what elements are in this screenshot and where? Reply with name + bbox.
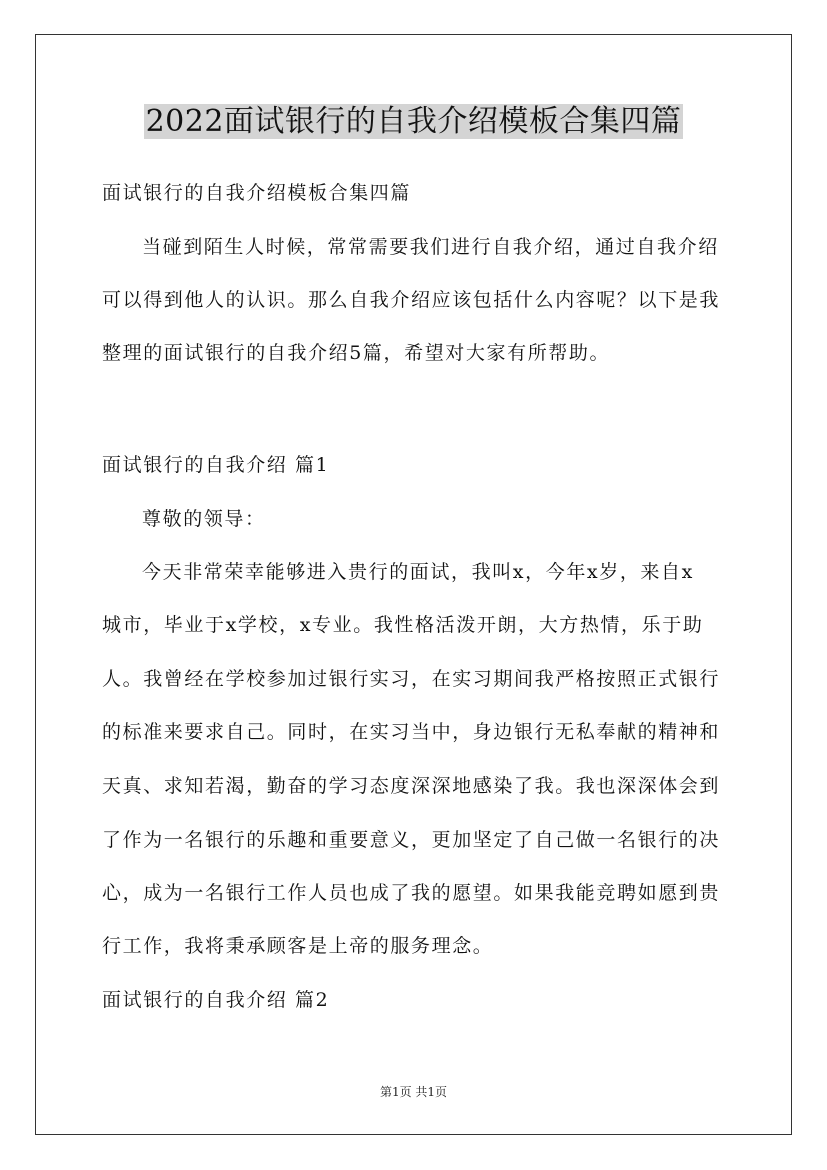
intro-paragraph-line-3: 整理的面试银行的自我介绍5篇，希望对大家有所帮助。 (102, 342, 611, 364)
body-paragraph-line-6: 了作为一名银行的乐趣和重要意义，更加坚定了自己做一名银行的决 (102, 829, 721, 851)
body-paragraph-line-5: 天真、求知若渴，勤奋的学习态度深深地感染了我。我也深深体会到 (102, 775, 721, 797)
body-paragraph-line-4: 的标准来要求自己。同时，在实习当中，身边银行无私奉献的精神和 (102, 721, 721, 743)
section-heading-1: 面试银行的自我介绍 篇1 (102, 454, 330, 476)
body-paragraph-line-2: 城市，毕业于x学校，x专业。我性格活泼开朗，大方热情，乐于助 (102, 614, 704, 636)
body-paragraph-line-8: 行工作，我将秉承顾客是上帝的服务理念。 (102, 935, 494, 957)
intro-paragraph-line-1: 当碰到陌生人时候，常常需要我们进行自我介绍，通过自我介绍 (142, 236, 719, 258)
section-heading-2: 面试银行的自我介绍 篇2 (102, 989, 330, 1011)
body-paragraph-line-3: 人。我曾经在学校参加过银行实习，在实习期间我严格按照正式银行 (102, 668, 721, 690)
body-paragraph-line-1: 今天非常荣幸能够进入贵行的面试，我叫x，今年x岁，来自x (142, 561, 694, 583)
salutation: 尊敬的领导： (142, 508, 266, 530)
page-footer: 第1页 共1页 (379, 1085, 448, 1099)
document-title: 2022面试银行的自我介绍模板合集四篇 (145, 104, 682, 139)
intro-paragraph-line-2: 可以得到他人的认识。那么自我介绍应该包括什么内容呢？以下是我 (102, 289, 721, 311)
subtitle-line: 面试银行的自我介绍模板合集四篇 (102, 182, 412, 204)
body-paragraph-line-7: 心，成为一名银行工作人员也成了我的愿望。如果我能竞聘如愿到贵 (102, 882, 721, 904)
